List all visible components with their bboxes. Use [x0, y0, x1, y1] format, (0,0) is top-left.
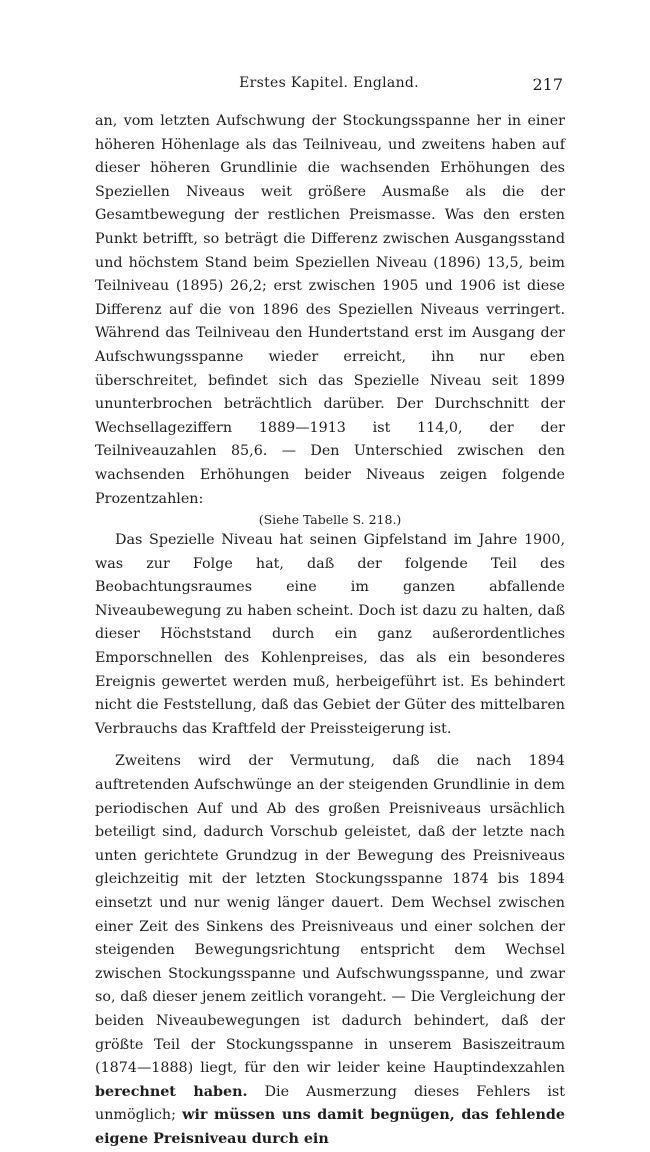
- paragraph-3: [95, 750, 565, 1151]
- page-number: 217: [532, 75, 563, 94]
- table-reference: (Siehe Tabelle S. 218.): [258, 512, 402, 528]
- running-header: [95, 75, 563, 97]
- body-text: [95, 110, 565, 1152]
- bold-phrase-2: wir müssen uns damit begnügen, das fehlende eigene Preisniveau durch ein: [95, 1107, 565, 1147]
- paragraph-1: an, vom letzten Aufschwung der Stockungsspanne her in einer höheren Höhenlage als das Teilniveau, und zweitens haben auf dieser höheren Grundlinie die wachsenden Erhöhungen des Speziellen Niveaus weit größere Ausmaße als die der Gesamtbewegung der restlichen Preismasse. Was den ersten Punkt betrifft, so beträgt die Differenz zwischen Ausgangsstand und höchstem Stand beim Speziellen Niveau (1896) 13,5, beim Teilniveau (1895) 26,2; erst zwischen 1905 und 1906 ist diese Differenz auf die von 1896 des Speziellen Niveaus verringert. Während das Teilniveau den Hundertstand erst im Ausgang der Aufschwungsspanne wieder erreicht, ihn nur eben überschreitet, befindet sich das Spezielle Niveau seit 1899 ununterbrochen beträchtlich darüber. Der Durchschnitt der Wechsellageziffern 1889—1913 ist 114,0, der der Teilniveauzahlen 85,6. — Den Unterschied zwischen den wachsenden Erhöhungen beider Niveaus zeigen folgende Prozentzahlen:: [95, 113, 565, 507]
- paragraph-3-cont: Die Ausmerzung dieses Fehlers ist unmöglich;: [95, 1083, 566, 1124]
- paragraph-3-text: Zweitens wird der Vermutung, daß die nach 1894 auftretenden Aufschwünge an der steigenden Grundlinie in dem periodischen Auf und Ab des großen Preisniveaus ursächlich beteiligt sind, dadurch Vorschub geleistet, daß der letzte nach unten gerichtete Grundzug in der Bewegung des Preisniveaus gleichzeitig mit der letzten Stockungsspanne 1874 bis 1894 einsetzt und nur wenig länger dauert. Dem Wechsel zwischen einer Zeit des Sinkens des Preisniveaus und einer solchen der steigenden Bewegungsrichtung entspricht dem Wechsel zwischen Stockungsspanne und Aufschwungsspanne, und zwar so, daß dieser jenem zeitlich vorangeht. — Die Vergleichung der beiden Niveaubewegungen ist dadurch behindert, daß der größte Teil der Stockungsspanne in unserem Basiszeitraum (1874—1888) liegt, für den wir leider keine Hauptindexzahlen: [95, 753, 565, 1077]
- bold-phrase-1: berechnet haben.: [95, 1083, 248, 1100]
- paragraph-2: Das Spezielle Niveau hat seinen Gipfelstand im Jahre 1900, was zur Folge hat, daß der folgende Teil des Beobachtungsraumes eine im ganzen abfallende Niveaubewegung zu haben scheint. Doch ist dazu zu halten, daß dieser Höchststand durch ein ganz außerordentliches Emporschnellen des Kohlenpreises, das als ein besonderes Ereignis gewertet werden muß, herbeigeführt ist. Es behindert nicht die Feststellung, daß das Gebiet der Güter des mittelbaren Verbrauchs das Kraftfeld der Preissteigerung ist.: [95, 532, 565, 737]
- chapter-title: Erstes Kapitel. England.: [239, 75, 419, 91]
